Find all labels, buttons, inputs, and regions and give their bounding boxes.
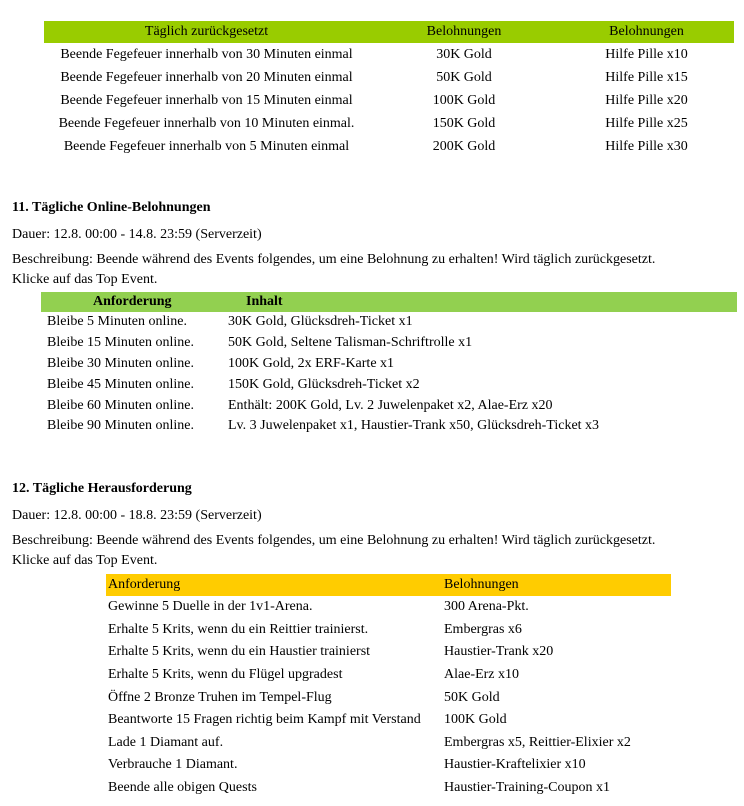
table-row [106, 596, 671, 619]
table-cell: Alae-Erz x10 [444, 667, 520, 683]
table-cell: Hilfe Pille x10 [605, 46, 688, 62]
table-row [106, 641, 671, 664]
table-cell: 150K Gold, Glücksdreh-Ticket x2 [228, 376, 420, 392]
header-cell: Belohnungen [444, 577, 519, 592]
section-11-duration: Dauer: 12.8. 00:00 - 14.8. 23:59 (Serverzeit) [12, 227, 262, 242]
section-12-click-hint: Klicke auf das Top Event. [12, 553, 158, 568]
table-cell: 200K Gold [432, 138, 496, 154]
table-cell: Beende Fegefeuer innerhalb von 10 Minuten einmal. [58, 115, 355, 131]
table-cell: 30K Gold [436, 46, 492, 62]
table-cell: Beende alle obigen Quests [108, 780, 257, 796]
table-header [41, 292, 737, 312]
table-cell: Bleibe 5 Minuten online. [47, 314, 187, 330]
daily-reset-table [44, 21, 734, 158]
table-cell: 30K Gold, Glücksdreh-Ticket x1 [228, 314, 413, 330]
table-cell: 50K Gold, Seltene Talisman-Schriftrolle x1 [228, 335, 473, 351]
table-cell: Hilfe Pille x30 [605, 138, 688, 154]
section-11-click-hint: Klicke auf das Top Event. [12, 272, 158, 287]
section-12-duration: Dauer: 12.8. 00:00 - 18.8. 23:59 (Serverzeit) [12, 508, 262, 523]
table-row [106, 686, 671, 709]
table-header [44, 21, 734, 43]
table-cell: 150K Gold [432, 115, 496, 131]
header-cell: Anforderung [93, 294, 172, 309]
table-cell: Beende Fegefeuer innerhalb von 15 Minuten einmal [60, 92, 353, 108]
table-row [44, 89, 734, 112]
section-11-title: 11. Tägliche Online-Belohnungen [12, 200, 211, 215]
table-cell: Embergras x5, Reittier-Elixier x2 [444, 734, 631, 750]
table-cell: 100K Gold [432, 92, 496, 108]
table-row [106, 619, 671, 642]
table-cell: Erhalte 5 Krits, wenn du ein Haustier trainierst [108, 644, 371, 660]
table-cell: Öffne 2 Bronze Truhen im Tempel-Flug [108, 689, 332, 705]
table-cell: Erhalte 5 Krits, wenn du ein Reittier trainierst. [108, 621, 369, 637]
table-row [44, 66, 734, 89]
table-row [44, 135, 734, 158]
table-header [106, 574, 671, 596]
table-cell: Bleibe 60 Minuten online. [47, 397, 194, 413]
table-cell: Haustier-Trank x20 [444, 644, 554, 660]
section-11-description: Beschreibung: Beende während des Events folgendes, um eine Belohnung zu erhalten! Wird täglich zurückgesetzt. [12, 252, 656, 267]
table-cell: Haustier-Kraftelixier x10 [444, 757, 586, 773]
section-12-title: 12. Tägliche Herausforderung [12, 481, 192, 496]
table-cell: Beende Fegefeuer innerhalb von 20 Minuten einmal [60, 69, 353, 85]
table-cell: Erhalte 5 Krits, wenn du Flügel upgradest [108, 667, 343, 683]
table-cell: Lade 1 Diamant auf. [108, 734, 224, 750]
header-cell: Belohnungen [426, 24, 502, 39]
table-row [106, 709, 671, 732]
table-cell: Bleibe 90 Minuten online. [47, 418, 194, 434]
table-cell: 50K Gold [436, 69, 492, 85]
table-cell: Beende Fegefeuer innerhalb von 30 Minuten einmal [60, 46, 353, 62]
header-cell: Anforderung [108, 577, 181, 592]
table-cell: Lv. 3 Juwelenpaket x1, Haustier-Trank x50, Glücksdreh-Ticket x3 [228, 418, 600, 434]
table-cell: Beantworte 15 Fragen richtig beim Kampf mit Verstand [108, 712, 421, 728]
table-cell: Bleibe 45 Minuten online. [47, 376, 194, 392]
table-row [41, 312, 737, 333]
header-cell: Belohnungen [609, 24, 684, 39]
table-cell: Bleibe 30 Minuten online. [47, 355, 194, 371]
online-rewards-table [41, 292, 737, 437]
table-cell: Hilfe Pille x15 [605, 69, 688, 85]
table-row [41, 354, 737, 375]
table-cell: Gewinne 5 Duelle in der 1v1-Arena. [108, 599, 313, 615]
table-row [106, 732, 671, 755]
table-cell: 100K Gold [444, 712, 507, 728]
table-row [41, 374, 737, 395]
table-row [106, 664, 671, 687]
table-cell: Embergras x6 [444, 621, 522, 637]
table-cell: Hilfe Pille x20 [605, 92, 688, 108]
table-cell: 300 Arena-Pkt. [444, 599, 529, 615]
table-row [41, 333, 737, 354]
table-row [44, 43, 734, 66]
table-cell: 100K Gold, 2x ERF-Karte x1 [228, 355, 395, 371]
table-cell: Enthält: 200K Gold, Lv. 2 Juwelenpaket x2, Alae-Erz x20 [228, 397, 553, 413]
table-cell: Hilfe Pille x25 [605, 115, 688, 131]
table-cell: Haustier-Training-Coupon x1 [444, 780, 611, 796]
table-row [41, 395, 737, 416]
table-cell: 50K Gold [444, 689, 500, 705]
section-12-description: Beschreibung: Beende während des Events folgendes, um eine Belohnung zu erhalten! Wird täglich zurückgesetzt. [12, 533, 656, 548]
table-row [106, 777, 671, 800]
header-cell: Täglich zurückgesetzt [144, 24, 269, 39]
table-row [41, 416, 737, 437]
table-row [44, 112, 734, 135]
daily-challenge-table [106, 574, 671, 799]
table-cell: Beende Fegefeuer innerhalb von 5 Minuten einmal [63, 138, 350, 154]
table-cell: Verbrauche 1 Diamant. [108, 757, 238, 773]
header-cell: Inhalt [246, 294, 283, 309]
table-row [106, 754, 671, 777]
table-cell: Bleibe 15 Minuten online. [47, 335, 194, 351]
